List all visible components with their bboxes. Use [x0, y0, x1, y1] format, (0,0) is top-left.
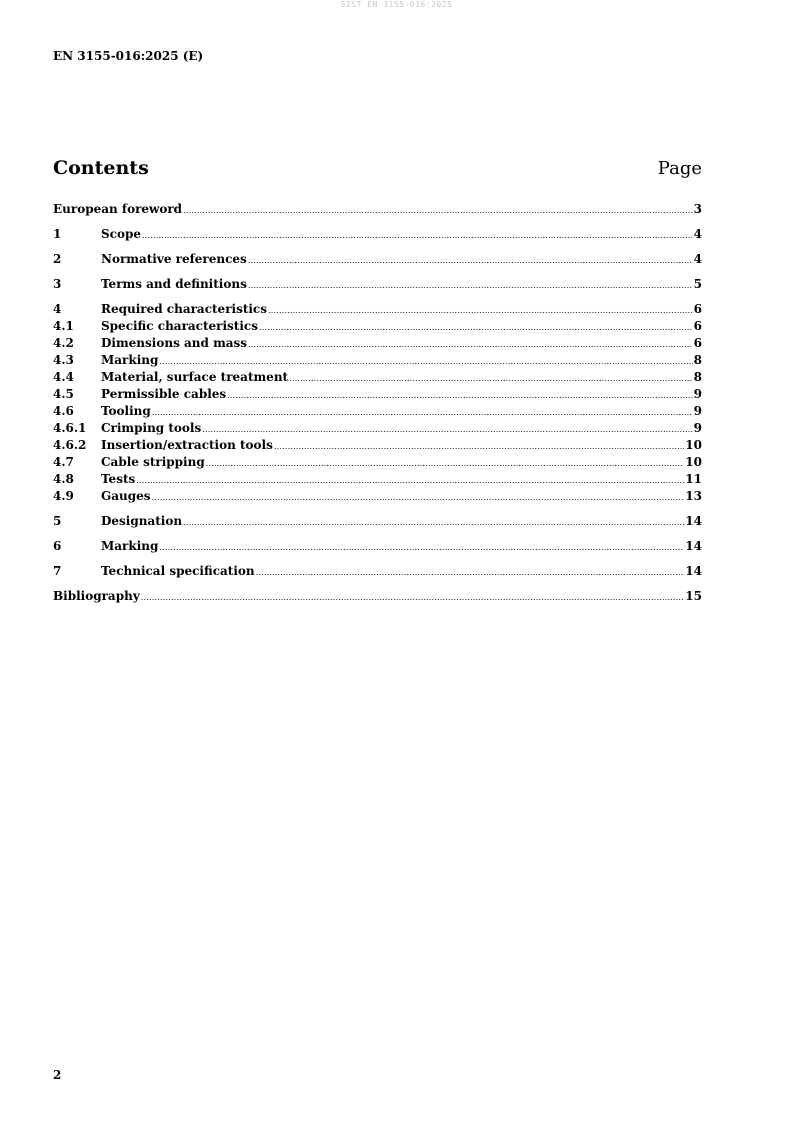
toc-entry-label: Tooling	[101, 404, 151, 418]
toc-entry-page: 9	[693, 387, 702, 401]
toc-entry-number: 4.3	[53, 353, 74, 367]
document-id: EN 3155-016:2025 (E)	[53, 49, 204, 63]
toc-entry-page: 15	[685, 589, 702, 603]
toc-entry-label: Designation	[101, 514, 183, 528]
toc-entry-label: Material, surface treatment	[101, 370, 289, 384]
toc-entry-number: 4.6.2	[53, 438, 87, 452]
toc-entry-page: 9	[693, 421, 702, 435]
toc-entry-page: 14	[685, 564, 702, 578]
toc-entry-page: 6	[693, 319, 702, 333]
toc-entry[interactable]	[53, 301, 702, 318]
toc-entry[interactable]	[53, 226, 702, 243]
toc-entry-label: Marking	[101, 353, 159, 367]
toc-entry-number: 4.5	[53, 387, 74, 401]
toc-entry[interactable]	[53, 437, 702, 454]
toc-entry-label: Normative references	[101, 252, 247, 266]
toc-entry-page: 13	[685, 489, 702, 503]
toc-dot-leader	[202, 421, 692, 438]
toc-entry-number: 4.4	[53, 370, 74, 384]
toc-entry-number: 4.8	[53, 472, 74, 486]
toc-entry-page: 3	[693, 202, 702, 216]
toc-entry-label: Permissible cables	[101, 387, 227, 401]
toc-dot-leader	[152, 489, 685, 506]
toc-dot-leader	[259, 319, 693, 336]
toc-entry[interactable]	[53, 201, 702, 218]
toc-entry-number: 4	[53, 302, 62, 316]
watermark: SIST EN 3155-016:2025	[340, 0, 453, 9]
toc-entry-label: Gauges	[101, 489, 151, 503]
toc-entry-page: 6	[693, 302, 702, 316]
toc-dot-leader	[159, 539, 684, 556]
toc-dot-leader	[141, 589, 685, 606]
toc-entry-label: Marking	[101, 539, 159, 553]
toc-dot-leader	[142, 227, 693, 244]
toc-entry[interactable]	[53, 335, 702, 352]
toc-entry-number: 4.6.1	[53, 421, 87, 435]
toc-dot-leader	[274, 438, 684, 455]
toc-entry-page: 6	[693, 336, 702, 350]
toc-entry-number: 4.1	[53, 319, 74, 333]
toc-entry-page: 10	[685, 455, 702, 469]
toc-dot-leader	[159, 353, 692, 370]
toc-entry-page: 10	[685, 438, 702, 452]
toc-entry-label: Specific characteristics	[101, 319, 258, 333]
toc-dot-leader	[136, 472, 684, 489]
toc-entry-number: 3	[53, 277, 62, 291]
toc-entry-page: 14	[685, 514, 702, 528]
toc-entry-number: 4.9	[53, 489, 74, 503]
toc-entry-label: Cable stripping	[101, 455, 205, 469]
toc-entry[interactable]	[53, 386, 702, 403]
toc-entry-label: Required characteristics	[101, 302, 267, 316]
page-number: 2	[53, 1068, 62, 1082]
toc-dot-leader	[289, 370, 693, 387]
toc-dot-leader	[152, 404, 693, 421]
toc-entry[interactable]	[53, 276, 702, 293]
toc-entry[interactable]	[53, 251, 702, 268]
toc-entry[interactable]	[53, 563, 702, 580]
toc-page-label: Page	[657, 158, 702, 179]
toc-entry-label: Dimensions and mass	[101, 336, 248, 350]
toc-entry-number: 4.7	[53, 455, 74, 469]
toc-entry-number: 7	[53, 564, 62, 578]
toc-entry-number: 1	[53, 227, 62, 241]
toc-entry-number: 4.6	[53, 404, 74, 418]
toc-entry-page: 8	[693, 353, 702, 367]
toc-dot-leader	[183, 514, 684, 531]
toc-entry-label: Tests	[101, 472, 136, 486]
toc-entry-label: Terms and definitions	[101, 277, 247, 291]
toc-entry-page: 5	[693, 277, 702, 291]
toc-dot-leader	[206, 455, 685, 472]
toc-dot-leader	[183, 202, 693, 219]
toc-entry-page: 9	[693, 404, 702, 418]
toc-entry[interactable]	[53, 513, 702, 530]
toc-dot-leader	[248, 277, 693, 294]
toc-entry[interactable]	[53, 403, 702, 420]
toc-entry[interactable]	[53, 454, 702, 471]
toc-entry-number: 4.2	[53, 336, 74, 350]
toc-entry-page: 14	[685, 539, 702, 553]
toc-entry[interactable]	[53, 471, 702, 488]
toc-dot-leader	[256, 564, 685, 581]
toc-dot-leader	[248, 336, 693, 353]
toc-entry-number: 2	[53, 252, 62, 266]
toc-entry-label: Insertion/extraction tools	[101, 438, 273, 452]
toc-header	[53, 157, 702, 179]
toc-entry-label: European foreword	[53, 202, 183, 216]
toc-entry[interactable]	[53, 352, 702, 369]
toc-entry[interactable]	[53, 588, 702, 605]
toc-entry-label: Crimping tools	[101, 421, 202, 435]
toc-entry-label: Bibliography	[53, 589, 140, 603]
toc-entry-page: 11	[685, 472, 702, 486]
toc-entry-label: Technical specification	[101, 564, 255, 578]
toc-entry-page: 4	[693, 252, 702, 266]
toc-dot-leader	[227, 387, 692, 404]
toc-entry-number: 5	[53, 514, 62, 528]
toc-entry-number: 6	[53, 539, 62, 553]
toc-title: Contents	[53, 157, 149, 179]
toc-entry-page: 8	[693, 370, 702, 384]
toc-dot-leader	[248, 252, 693, 269]
toc-entry[interactable]	[53, 318, 702, 335]
toc-entry-page: 4	[693, 227, 702, 241]
toc-entry[interactable]	[53, 420, 702, 437]
toc-entry[interactable]	[53, 488, 702, 505]
toc-dot-leader	[268, 302, 693, 319]
toc-entry[interactable]	[53, 538, 702, 555]
toc-entry[interactable]	[53, 369, 702, 386]
table-of-contents	[53, 201, 702, 605]
toc-entry-label: Scope	[101, 227, 142, 241]
